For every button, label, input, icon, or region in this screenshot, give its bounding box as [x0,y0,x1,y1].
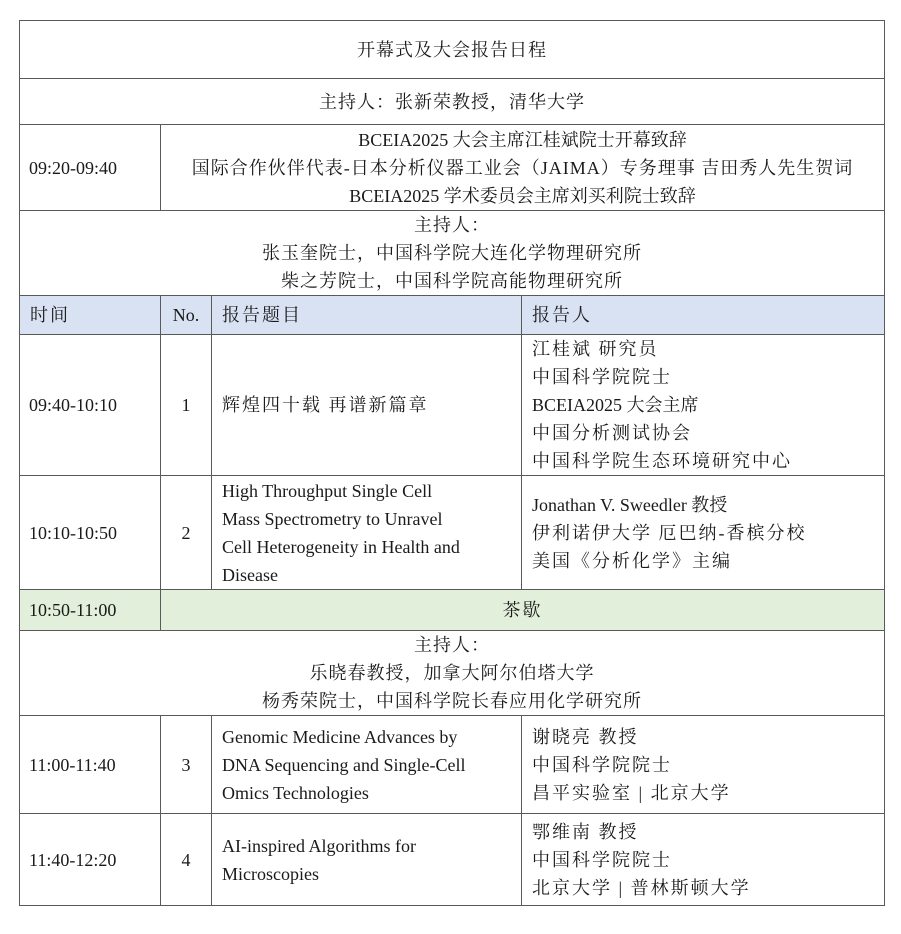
schedule-table [19,20,885,906]
speaker-line: 北京大学 | 普林斯顿大学 [532,877,751,898]
table-row [20,814,885,906]
talk-time: 11:40-12:20 [20,814,161,906]
speaker-line: 中国科学院院士 [532,754,672,775]
talk-no: 2 [161,476,212,590]
speaker-line: 中国科学院生态环境研究中心 [532,451,792,471]
opening-line-3: BCEIA2025 学术委员会主席刘买利院士致辞 [349,185,696,206]
talk-no: 1 [161,335,212,476]
session2-host-row [20,631,885,716]
talk-speaker [522,716,885,814]
tea-break-row [20,590,885,631]
speaker-line: 昌平实验室 | 北京大学 [532,782,731,803]
talk-time: 10:10-10:50 [20,476,161,590]
speaker-line: 中国科学院院士 [532,367,672,387]
speaker-line: 江桂斌 研究员 [532,339,659,359]
talk-title [212,716,522,814]
talk-title: 辉煌四十载 再谱新篇章 [212,335,522,476]
opening-session-row [20,125,885,211]
break-time: 10:50-11:00 [20,590,161,631]
host-label: 主持人： [414,635,490,655]
title-line: Genomic Medicine Advances by [222,726,458,747]
document-title: 开幕式及大会报告日程 [20,21,885,79]
table-row [20,335,885,476]
speaker-line: 中国科学院院士 [532,849,672,870]
session1-host-row [20,211,885,296]
talk-no: 3 [161,716,212,814]
table-row [20,476,885,590]
title-line: Cell Heterogeneity in Health and [222,536,460,557]
host-label: 主持人： [414,215,490,235]
header-title: 报告题目 [212,296,522,335]
host-name: 张玉奎院士，中国科学院大连化学物理研究所 [262,243,642,263]
opening-line-2: 国际合作伙伴代表-日本分析仪器工业会（JAIMA）专务理事 吉田秀人先生贺词 [191,157,854,178]
opening-host: 主持人：张新荣教授，清华大学 [20,79,885,125]
host-name: 杨秀荣院士，中国科学院长春应用化学研究所 [262,691,642,711]
talk-speaker [522,476,885,590]
table-header-row [20,296,885,335]
speaker-line: 美国《分析化学》主编 [532,550,732,571]
talk-speaker [522,335,885,476]
talk-speaker [522,814,885,906]
opening-host-row [20,79,885,125]
header-time: 时间 [20,296,161,335]
title-line: DNA Sequencing and Single-Cell [222,754,466,775]
talk-time: 09:40-10:10 [20,335,161,476]
talk-no: 4 [161,814,212,906]
speaker-line: 谢晓亮 教授 [532,726,639,747]
title-row [20,21,885,79]
opening-time: 09:20-09:40 [20,125,161,211]
table-row [20,716,885,814]
speaker-line: BCEIA2025 大会主席 [532,395,699,415]
session2-hosts [20,631,885,716]
title-line: High Throughput Single Cell [222,480,433,501]
opening-line-1: BCEIA2025 大会主席江桂斌院士开幕致辞 [358,129,687,150]
title-line: AI-inspired Algorithms for [222,835,416,856]
header-no: No. [161,296,212,335]
talk-time: 11:00-11:40 [20,716,161,814]
host-name: 乐晓春教授，加拿大阿尔伯塔大学 [309,663,595,683]
speaker-line: Jonathan V. Sweedler 教授 [532,494,728,515]
speaker-line: 鄂维南 教授 [532,821,639,842]
speaker-line: 中国分析测试协会 [532,423,692,443]
talk-title [212,814,522,906]
title-line: Microscopies [222,863,319,884]
break-label: 茶歇 [161,590,885,631]
title-line: Disease [222,564,278,585]
header-speaker: 报告人 [522,296,885,335]
speaker-line: 伊利诺伊大学 厄巴纳-香槟分校 [532,522,807,543]
title-line: Mass Spectrometry to Unravel [222,508,443,529]
opening-session-content [161,125,885,211]
title-line: Omics Technologies [222,782,369,803]
host-name: 柴之芳院士，中国科学院高能物理研究所 [281,271,623,291]
talk-title [212,476,522,590]
session1-hosts [20,211,885,296]
